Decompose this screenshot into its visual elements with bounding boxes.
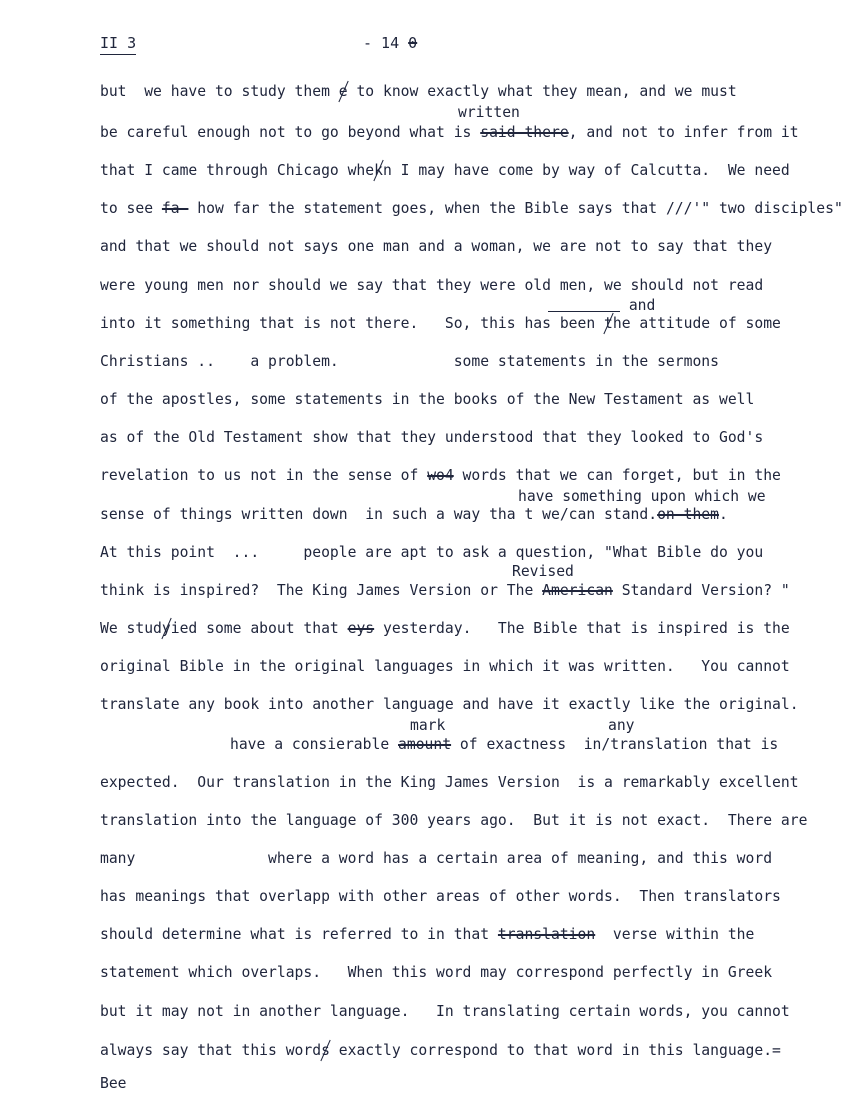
- text-line: [100, 1002, 790, 1021]
- text-segment: always say that this word: [100, 1042, 322, 1059]
- strikethrough-text: eys: [347, 620, 375, 637]
- text-line: [100, 543, 763, 562]
- text-segment: he attitude of some: [612, 315, 781, 332]
- strikethrough-text: said there: [480, 124, 569, 141]
- text-line: [100, 773, 799, 792]
- text-segment: statement which overlaps. When this word may correspond perfectly in Greek: [100, 964, 773, 981]
- text-segment: At this point ... people are apt to ask a question, "What Bible do you: [100, 544, 764, 561]
- text-segment: but it may not in another language. In translating certain words, you cannot: [100, 1003, 790, 1020]
- text-line: [100, 466, 781, 485]
- text-segment: many where a word has a certain area of meaning, and this word: [100, 850, 773, 867]
- text-line: [100, 811, 807, 830]
- text-segment: revelation to us not in the sense of: [100, 467, 428, 484]
- text-line: [100, 82, 737, 101]
- text-segment: n I may have come by way of Calcutta. We need: [382, 162, 790, 179]
- text-segment: translation into the language of 300 years ago. But it is not exact. There are: [100, 812, 808, 829]
- slashed-char: e: [338, 83, 348, 100]
- slashed-char: s: [321, 1042, 330, 1059]
- text-segment: written: [458, 104, 520, 121]
- inserted-correction-line: [608, 716, 635, 735]
- text-segment: think is inspired? The King James Version or The: [100, 582, 543, 599]
- text-line: [100, 123, 799, 142]
- inserted-correction-line: [518, 487, 766, 506]
- slashed-char: k: [374, 162, 383, 179]
- text-segment: mark: [410, 717, 446, 734]
- text-segment: words that we can forget, but in the: [453, 467, 781, 484]
- text-segment: to see: [100, 200, 162, 217]
- text-segment: to know exactly what they mean, and we must: [347, 83, 737, 100]
- text-line: [100, 887, 781, 906]
- text-line: [100, 657, 790, 676]
- inserted-correction-line: [548, 296, 655, 315]
- text-line: [100, 428, 763, 447]
- slashed-char: y: [161, 620, 171, 637]
- text-line: [100, 505, 728, 524]
- text-line: [100, 581, 790, 600]
- text-segment: Revised: [512, 563, 574, 580]
- text-segment: have something upon which we: [518, 488, 766, 505]
- text-segment: as of the Old Testament show that they understood that they looked to God's: [100, 429, 764, 446]
- strikethrough-text: on them: [657, 506, 719, 523]
- text-segment: has meanings that overlapp with other areas of other words. Then translators: [100, 888, 781, 905]
- text-segment: be careful enough not to go beyond what is: [100, 124, 481, 141]
- text-segment: were young men nor should we say that they were old men, we should not read: [100, 277, 764, 294]
- text-segment: exactly correspond to that word in this language.=: [329, 1042, 781, 1059]
- text-line: [100, 925, 754, 944]
- text-line: [100, 1074, 127, 1093]
- text-line: [100, 276, 763, 295]
- strikethrough-text: American: [542, 582, 613, 599]
- text-segment: original Bible in the original languages in which it was written. You cannot: [100, 658, 790, 675]
- text-line: [100, 695, 799, 714]
- strikethrough-text: fa-: [161, 200, 189, 217]
- text-line: [100, 963, 772, 982]
- header-line: [363, 34, 417, 53]
- inserted-correction-line: [458, 103, 520, 122]
- text-segment: have a consierable: [230, 736, 399, 753]
- text-line: [230, 735, 778, 754]
- text-segment: Christians .. a problem. some statements in the sermons: [100, 353, 719, 370]
- text-line: [100, 199, 843, 218]
- text-segment: of the apostles, some statements in the books of the New Testament as well: [100, 391, 755, 408]
- text-segment: how far the statement goes, when the Bible says that ///'" two disciples": [188, 200, 843, 217]
- text-segment: should determine what is referred to in that: [100, 926, 498, 943]
- text-line: [100, 352, 719, 371]
- text-segment: translate any book into another language and have it exactly like the original.: [100, 696, 799, 713]
- inserted-correction-line: [512, 562, 574, 581]
- text-line: [100, 619, 790, 638]
- strikethrough-text: amount: [398, 736, 452, 753]
- text-segment: but we have to study them: [100, 83, 339, 100]
- text-line: [100, 1041, 781, 1060]
- inserted-correction-line: [410, 716, 445, 735]
- text-segment: that I came through Chicago whe: [100, 162, 375, 179]
- strikethrough-text: wo4: [427, 467, 454, 484]
- text-line: [100, 849, 772, 868]
- text-segment: verse within the: [595, 926, 755, 943]
- text-line: [100, 237, 772, 256]
- text-segment: Bee: [100, 1075, 127, 1092]
- text-line: [100, 390, 754, 409]
- text-segment: ied some about that: [170, 620, 348, 637]
- header-line: [100, 34, 136, 53]
- strikethrough-text: 0: [408, 34, 418, 52]
- blank-underline: [548, 296, 620, 312]
- text-segment: yesterday. The Bible that is inspired is the: [374, 620, 790, 637]
- text-segment: - 14: [363, 34, 409, 52]
- slashed-char: t: [604, 315, 613, 332]
- text-segment: expected. Our translation in the King James Version is a remarkably excellent: [100, 774, 799, 791]
- text-segment: and that we should not says one man and a woman, we are not to say that they: [100, 238, 773, 255]
- text-segment: of exactness in/translation that is: [451, 736, 779, 753]
- text-segment: , and not to infer from it: [568, 124, 799, 141]
- text-segment: sense of things written down in such a way tha t we/can stand.: [100, 506, 658, 523]
- text-line: [100, 161, 790, 180]
- text-line: [100, 314, 781, 333]
- strikethrough-text: translation: [497, 926, 596, 943]
- text-segment: and: [620, 297, 656, 314]
- underlined-text: II 3: [100, 34, 136, 55]
- text-segment: .: [719, 506, 728, 523]
- text-segment: any: [608, 717, 635, 734]
- text-segment: Standard Version? ": [612, 582, 790, 599]
- text-segment: into it something that is not there. So, this has been: [100, 315, 605, 332]
- text-segment: We stud: [100, 620, 162, 637]
